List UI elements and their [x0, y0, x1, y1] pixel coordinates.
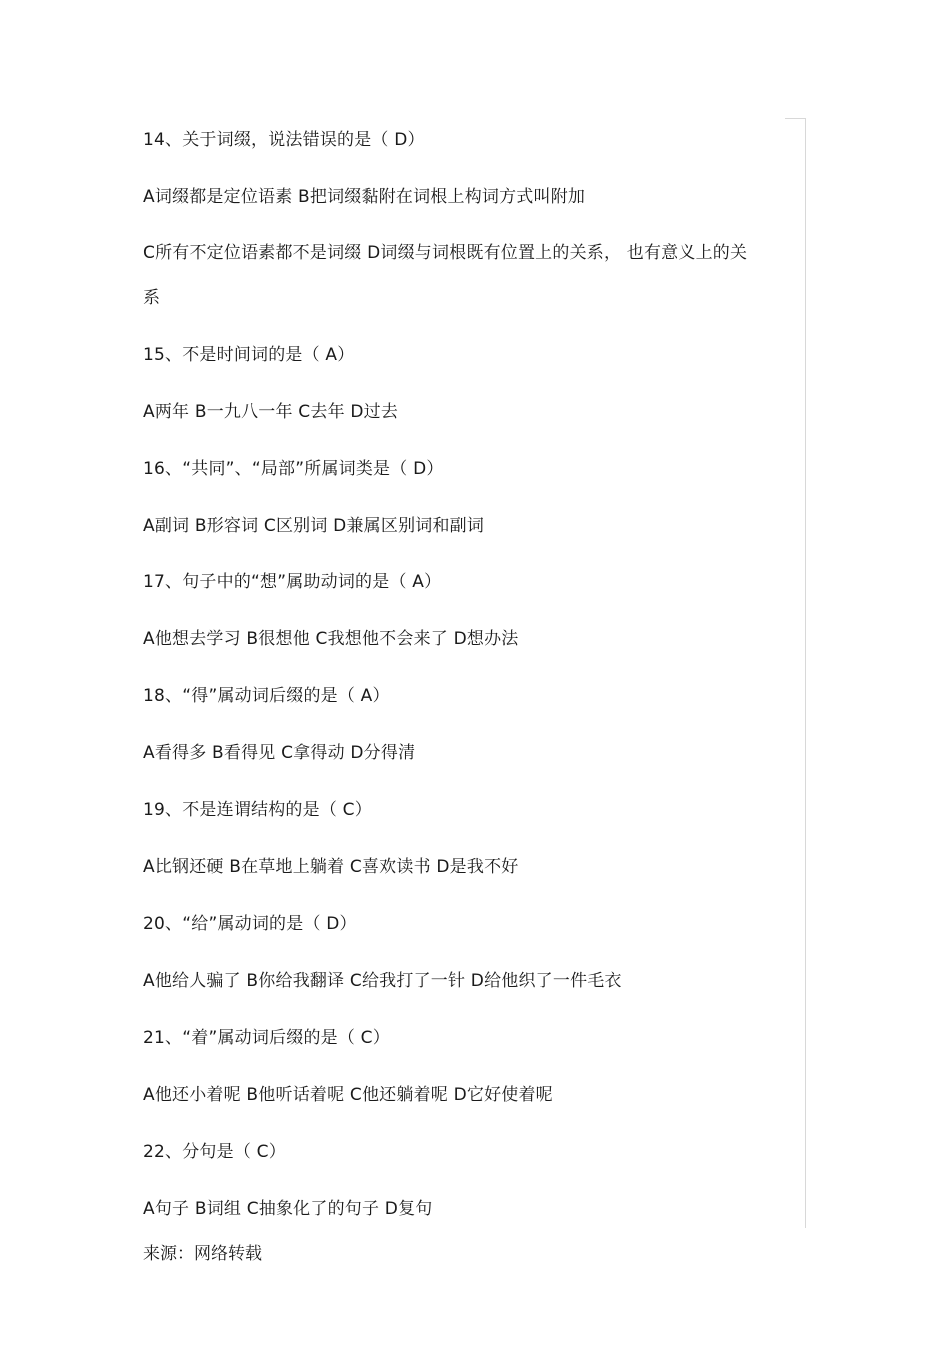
question-16: 16、“共同”、“局部”所属词类是（ D） [143, 459, 444, 479]
options-21: A他还小着呢 B他听话着呢 C他还躺着呢 D它好使着呢 [143, 1085, 553, 1105]
options-18: A看得多 B看得见 C拿得动 D分得清 [143, 743, 416, 763]
question-22: 22、分句是（ C） [143, 1142, 286, 1162]
options-15: A两年 B一九八一年 C去年 D过去 [143, 402, 399, 422]
options-22: A句子 B词组 C抽象化了的句子 D复句 [143, 1199, 433, 1219]
question-14: 14、关于词缀，说法错误的是（ D） [143, 130, 425, 150]
options-14-line-2: C所有不定位语素都不是词缀 D词缀与词根既有位置上的关系， 也有意义上的关 [143, 243, 748, 263]
options-14-line-1: A词缀都是定位语素 B把词缀黏附在词根上构词方式叫附加 [143, 187, 586, 207]
options-19: A比钢还硬 B在草地上躺着 C喜欢读书 D是我不好 [143, 857, 519, 877]
options-16: A副词 B形容词 C区别词 D兼属区别词和副词 [143, 516, 485, 536]
question-19: 19、不是连谓结构的是（ C） [143, 800, 372, 820]
options-14-line-3: 系 [143, 288, 161, 308]
frame-top-border [785, 118, 806, 119]
source-note: 来源：网络转载 [143, 1244, 262, 1264]
options-17: A他想去学习 B很想他 C我想他不会来了 D想办法 [143, 629, 519, 649]
frame-right-border [805, 118, 806, 1228]
question-15: 15、不是时间词的是（ A） [143, 345, 355, 365]
options-20: A他给人骗了 B你给我翻译 C给我打了一针 D给他织了一件毛衣 [143, 971, 622, 991]
question-18: 18、“得”属动词后缀的是（ A） [143, 686, 390, 706]
question-21: 21、“着”属动词后缀的是（ C） [143, 1028, 390, 1048]
question-20: 20、“给”属动词的是（ D） [143, 914, 357, 934]
question-17: 17、句子中的“想”属助动词的是（ A） [143, 572, 442, 592]
